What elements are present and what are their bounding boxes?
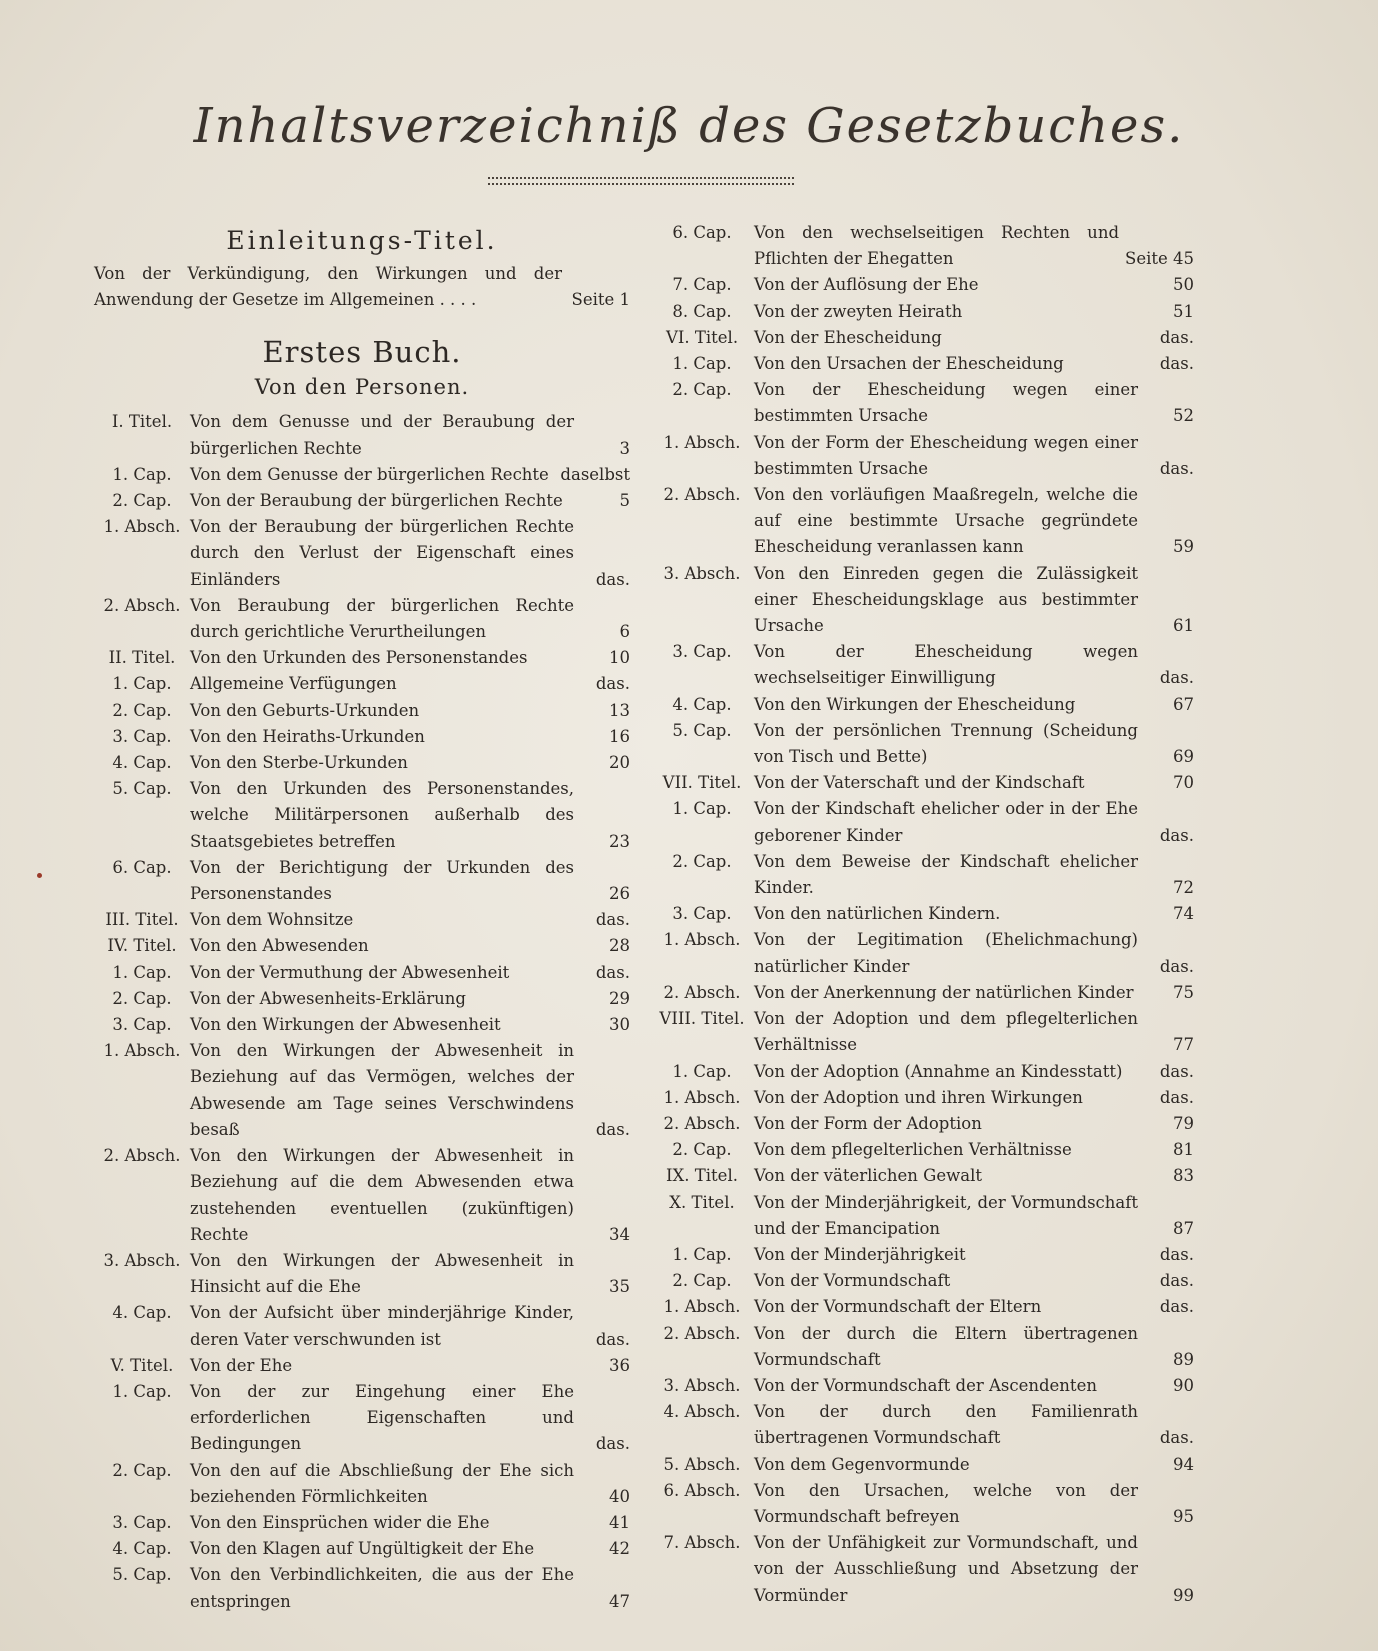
toc-entry-label: 1. Absch. [103,1041,181,1061]
toc-entry-label: 2. Cap. [112,988,172,1008]
toc-entry-text: Von der Vermuthung der Abwesenheit [190,962,510,982]
toc-entry-text: Von den Wirkungen der Ehescheidung [754,694,1076,714]
intro-entry [94,261,630,313]
toc-entry [650,1006,1194,1058]
toc-entry-label: 1. Absch. [663,1297,741,1317]
toc-entry-text: Von den Einsprüchen wider die Ehe [190,1512,490,1532]
toc-entry [650,849,1194,901]
toc-entry-text: Von der väterlichen Gewalt [754,1166,982,1186]
toc-entry-text: Von der Ehescheidung wegen wechselseitiger Einwilligung [754,642,1138,688]
toc-entry-page: das. [1159,1297,1194,1317]
toc-entry-page: 41 [609,1512,630,1532]
toc-entry [94,593,630,645]
toc-list-left [94,409,630,1614]
toc-entry-text: Von der Auflösung der Ehe [754,275,979,295]
toc-entry-page: das. [1159,1428,1194,1448]
toc-entry [650,718,1194,770]
toc-entry-page: das. [1159,327,1194,347]
toc-entry-label: 2. Absch. [663,485,741,505]
toc-entry [650,770,1194,796]
toc-entry-page: das. [595,569,630,589]
toc-entry-label: 3. Absch. [663,1375,741,1395]
toc-entry-text: Von der Vaterschaft und der Kindschaft [754,773,1085,793]
toc-entry-text: Von der zweyten Heirath [754,301,963,321]
toc-entry-label: 2. Cap. [672,380,732,400]
toc-entry-label: 1. Absch. [663,1087,741,1107]
toc-entry-text: Von den Wirkungen der Abwesenheit in Beziehung auf das Vermögen, welches der Abwesende am Tage seines Verschwindens besaß [190,1041,574,1139]
toc-entry-page: 29 [609,988,630,1008]
toc-entry [94,750,630,776]
toc-entry-page: 6 [619,622,630,642]
toc-entry-text: Von den Wirkungen der Abwesenheit in Beziehung auf die dem Abwesenden etwa zustehenden eventuellen (zukünftigen) Rechte [190,1146,574,1244]
toc-entry-text: Von den Ursachen der Ehescheidung [754,354,1064,374]
toc-entry-page: 81 [1173,1140,1194,1160]
toc-entry-page: daselbst [560,464,630,484]
toc-entry-label: 4. Cap. [112,1539,172,1559]
toc-entry [94,1038,630,1143]
toc-entry-label: II. Titel. [108,648,176,668]
toc-entry-label: 1. Cap. [672,1244,732,1264]
toc-entry-label: 3. Cap. [112,1015,172,1035]
toc-entry-page: 23 [609,831,630,851]
toc-entry-label: 2. Absch. [663,1113,741,1133]
toc-entry-page: 67 [1173,694,1194,714]
toc-entry-text: Von der Unfähigkeit zur Vormundschaft, und von der Ausschließung und Absetzung der Vormünder [754,1533,1138,1605]
toc-entry [94,1248,630,1300]
toc-entry-page: das. [1159,668,1194,688]
toc-entry-text: Von dem Genusse und der Beraubung der bürgerlichen Rechte [190,412,574,458]
toc-entry [650,796,1194,848]
toc-entry-page: das. [1159,1087,1194,1107]
toc-entry-label: IV. Titel. [107,936,177,956]
toc-entry-label: 5. Cap. [112,779,172,799]
toc-entry [650,1190,1194,1242]
toc-entry-text: Von der Anerkennung der natürlichen Kinder [754,982,1134,1002]
toc-entry-page: 95 [1173,1506,1194,1526]
toc-entry-text: Von den Heiraths-Urkunden [190,726,425,746]
toc-entry-text: Von den Verbindlichkeiten, die aus der Ehe entspringen [190,1565,574,1611]
toc-entry-page: 94 [1173,1454,1194,1474]
toc-entry-text: Von den Abwesenden [190,936,369,956]
toc-entry-label: 4. Absch. [663,1402,741,1422]
toc-entry-text: Von der Adoption und dem pflegelterlichen Verhältnisse [754,1009,1138,1055]
toc-entry [650,1111,1194,1137]
toc-entry [94,1536,630,1562]
toc-entry-page: 10 [609,648,630,668]
toc-entry [650,220,1194,272]
toc-entry-label: 6. Absch. [663,1480,741,1500]
toc-entry [650,272,1194,298]
toc-entry-text: Von der Adoption (Annahme an Kindesstatt) [754,1061,1123,1081]
toc-entry [650,1452,1194,1478]
toc-entry [94,986,630,1012]
toc-entry-label: 4. Cap. [112,753,172,773]
toc-entry-page: das. [595,962,630,982]
toc-entry-text: Von dem Genusse der bürgerlichen Rechte [190,464,549,484]
toc-entry [94,671,630,697]
toc-entry [650,561,1194,640]
toc-entry-text: Von der Vormundschaft [754,1271,951,1291]
toc-entry-label: 1. Absch. [663,432,741,452]
toc-entry-text: Von der durch die Eltern übertragenen Vormundschaft [754,1323,1138,1369]
toc-entry [94,698,630,724]
toc-entry-page: das. [595,674,630,694]
toc-entry-text: Von der Vormundschaft der Ascendenten [754,1375,1097,1395]
toc-entry-label: 2. Absch. [103,595,181,615]
toc-entry-text: Von der Minderjährigkeit, der Vormundschaft und der Emancipation [754,1192,1138,1238]
toc-entry-page: 13 [609,700,630,720]
toc-entry-text: Von Beraubung der bürgerlichen Rechte durch gerichtliche Verurtheilungen [190,595,574,642]
toc-entry [650,351,1194,377]
toc-entry-label: 5. Absch. [663,1454,741,1474]
toc-entry-page: das. [595,1434,630,1454]
toc-entry-text: Von der Beraubung der bürgerlichen Rechte [190,491,563,511]
toc-entry-page: das. [1159,1061,1194,1081]
toc-entry-label: 2. Cap. [672,1271,732,1291]
toc-entry-label: 1. Cap. [112,674,172,694]
toc-entry-text: Von der Beraubung der bürgerlichen Rechte durch den Verlust der Eigenschaft eines Einländers [190,517,574,589]
toc-entry [650,325,1194,351]
toc-entry-page: das. [1159,1271,1194,1291]
toc-entry [650,1163,1194,1189]
toc-entry [94,1562,630,1614]
book-subheading: Von den Personen. [254,375,470,400]
toc-entry-text: Von den Geburts-Urkunden [190,700,420,720]
toc-entry-label: 1. Cap. [112,962,172,982]
toc-entry-label: 6. Cap. [672,223,732,242]
toc-entry [650,980,1194,1006]
toc-entry [94,514,630,593]
toc-entry [94,907,630,933]
toc-entry [650,1242,1194,1268]
toc-entry-page: 52 [1173,406,1194,426]
toc-entry-text: Von den Wirkungen der Abwesenheit in Hinsicht auf die Ehe [190,1250,574,1297]
toc-entry-label: 7. Absch. [663,1533,741,1553]
toc-entry-text: Von der Kindschaft ehelicher oder in der Ehe geborener Kinder [754,799,1138,845]
toc-entry-label: 2. Absch. [103,1146,181,1166]
toc-entry-text: Von den auf die Abschließung der Ehe sich beziehenden Förmlichkeiten [190,1460,574,1506]
toc-entry [650,1530,1194,1609]
toc-entry [650,1294,1194,1320]
toc-entry-label: 2. Absch. [663,1323,741,1343]
toc-entry [94,933,630,959]
toc-entry [94,855,630,907]
toc-entry-label: 3. Cap. [672,904,732,924]
intro-heading: Einleitungs-Titel. [226,226,498,255]
toc-entry-page: 69 [1173,747,1194,767]
toc-entry-text: Von dem pflegelterlichen Verhältnisse [754,1140,1072,1160]
toc-entry-text: Von den Urkunden des Personenstandes, welche Militärpersonen außerhalb des Staatsgebietes betreffen [190,779,574,851]
toc-entry [650,1085,1194,1111]
toc-entry-page: 74 [1173,904,1194,924]
toc-entry [94,488,630,514]
toc-entry-label: I. Titel. [111,412,173,432]
toc-entry-label: 7. Cap. [672,275,732,295]
decorative-divider [488,177,794,185]
toc-list-right [650,220,1194,1609]
toc-entry-text: Von den Wirkungen der Abwesenheit [190,1015,501,1035]
toc-entry-label: 4. Cap. [112,1303,172,1323]
toc-entry-page: 40 [609,1486,630,1506]
toc-entry-text: Von den Einreden gegen die Zulässigkeit einer Ehescheidungsklage aus bestimmter Ursache [754,563,1138,636]
toc-entry [650,901,1194,927]
toc-entry-label: 1. Cap. [672,354,732,374]
toc-entry-page: 99 [1173,1585,1194,1605]
toc-entry-label: 8. Cap. [672,301,732,321]
toc-entry-label: 3. Cap. [112,726,172,746]
toc-entry-text: Von der Abwesenheits-Erklärung [190,988,466,1008]
toc-entry-page: das. [1159,458,1194,478]
toc-entry-label: 1. Absch. [103,517,181,537]
toc-entry-label: 2. Cap. [112,1460,172,1480]
toc-entry-text: Von der Ehescheidung [754,327,942,347]
toc-entry-label: 1. Cap. [112,1381,172,1401]
toc-entry-label: 6. Cap. [112,857,172,877]
toc-entry-page: 59 [1173,537,1194,557]
ink-spot [37,873,42,878]
toc-entry [650,1478,1194,1530]
toc-entry-label: VI. Titel. [665,327,739,347]
toc-entry-page: 50 [1173,275,1194,295]
book-heading: Erstes Buch. [262,335,462,370]
toc-entry-page: 75 [1173,982,1194,1002]
toc-entry-label: 1. Cap. [672,1061,732,1081]
toc-entry-text: Von der Berichtigung der Urkunden des Personenstandes [190,857,574,904]
toc-entry-label: VIII. Titel. [659,1009,745,1029]
toc-entry-text: Von dem Wohnsitze [190,910,354,930]
toc-entry-page: 28 [609,936,630,956]
toc-entry-page: 77 [1173,1035,1194,1055]
toc-entry-label: 3. Cap. [112,1512,172,1532]
intro-page: Seite 1 [571,290,630,310]
toc-entry-text: Von der Vormundschaft der Eltern [754,1297,1042,1317]
toc-entry-page: das. [595,1329,630,1349]
toc-entry-text: Von der Form der Adoption [754,1113,982,1133]
toc-entry [94,462,630,488]
toc-entry-page: 20 [609,753,630,773]
toc-entry-page: 70 [1173,773,1194,793]
toc-entry-page: 47 [609,1591,630,1611]
toc-entry-label: 2. Cap. [112,700,172,720]
toc-entry-label: 1. Cap. [672,799,732,819]
toc-entry-text: Von der Ehescheidung wegen einer bestimmten Ursache [754,380,1138,426]
toc-entry [650,1321,1194,1373]
toc-entry-page: 5 [619,491,630,511]
toc-column-left [94,220,630,1615]
toc-entry-text: Von der Aufsicht über minderjährige Kinder, deren Vater verschwunden ist [190,1303,574,1349]
toc-entry [94,1353,630,1379]
toc-entry-label: V. Titel. [110,1355,174,1375]
toc-entry [94,1510,630,1536]
toc-entry-label: VII. Titel. [662,773,742,793]
toc-entry-label: 2. Cap. [112,491,172,511]
toc-entry-text: Von der durch den Familienrath übertragenen Vormundschaft [754,1402,1138,1448]
toc-entry-label: 5. Cap. [672,720,732,740]
toc-entry-page: Seite 45 [1125,249,1194,269]
toc-entry-page: 90 [1173,1375,1194,1395]
toc-entry [650,927,1194,979]
toc-entry [94,1143,630,1248]
toc-entry-text: Von den Urkunden des Personenstandes [190,648,528,668]
intro-text: Von der Verkündigung, den Wirkungen und der Anwendung der Gesetze im Allgemeinen . . . . [94,264,562,310]
toc-entry-text: Von den Sterbe-Urkunden [190,753,408,773]
toc-entry [650,1399,1194,1451]
toc-column-right [650,220,1194,1609]
toc-entry-page: das. [1159,825,1194,845]
toc-entry-page: 42 [609,1539,630,1559]
toc-entry-text: Von den natürlichen Kindern. [754,904,1001,924]
toc-entry-label: 1. Absch. [663,930,741,950]
toc-entry-page: 36 [609,1355,630,1375]
toc-entry [650,299,1194,325]
toc-entry-page: das. [595,1119,630,1139]
toc-entry [650,430,1194,482]
toc-entry [650,639,1194,691]
toc-entry [94,409,630,461]
toc-entry-page: 34 [609,1224,630,1244]
toc-entry-text: Von der Minderjährigkeit [754,1244,966,1264]
toc-entry [94,645,630,671]
toc-entry-page: 87 [1173,1218,1194,1238]
toc-entry-label: 3. Absch. [663,563,741,583]
toc-entry [94,1379,630,1458]
toc-entry-text: Von den Ursachen, welche von der Vormundschaft befreyen [754,1480,1138,1526]
toc-entry [94,1458,630,1510]
toc-entry-page: 83 [1173,1166,1194,1186]
toc-entry [650,482,1194,561]
toc-entry [94,1012,630,1038]
toc-entry-label: IX. Titel. [666,1166,738,1186]
toc-entry [650,1059,1194,1085]
toc-entry-page: das. [595,910,630,930]
toc-entry-text: Von dem Beweise der Kindschaft ehelicher Kinder. [754,851,1138,898]
toc-entry-page: 61 [1173,616,1194,636]
toc-entry-text: Von der Ehe [190,1355,293,1375]
toc-entry-page: das. [1159,956,1194,976]
toc-entry-label: 1. Cap. [112,464,172,484]
toc-entry-label: 5. Cap. [112,1565,172,1585]
toc-entry-page: 26 [609,884,630,904]
toc-entry-label: 3. Cap. [672,642,732,662]
toc-entry-label: 4. Cap. [672,694,732,714]
toc-entry [650,1137,1194,1163]
toc-entry-label: 3. Absch. [103,1250,181,1270]
toc-entry-page: 79 [1173,1113,1194,1133]
toc-entry [94,724,630,750]
toc-entry-text: Von dem Gegenvormunde [754,1454,970,1474]
toc-entry-text: Von der zur Eingehung einer Ehe erforderlichen Eigenschaften und Bedingungen [190,1381,574,1454]
toc-entry [94,960,630,986]
toc-entry-page: 16 [609,726,630,746]
toc-entry [94,1300,630,1352]
toc-entry-text: Von der Legitimation (Ehelichmachung) natürlicher Kinder [754,930,1138,976]
toc-entry-label: 2. Cap. [672,851,732,871]
toc-entry-text: Von den wechselseitigen Rechten und Pflichten der Ehegatten [754,223,1120,269]
toc-entry-page: das. [1159,1244,1194,1264]
toc-entry-label: 2. Absch. [663,982,741,1002]
toc-entry-text: Von der Adoption und ihren Wirkungen [754,1087,1083,1107]
toc-entry-label: III. Titel. [105,910,179,930]
toc-entry [650,1268,1194,1294]
toc-entry-page: 35 [609,1277,630,1297]
toc-entry-label: 2. Cap. [672,1140,732,1160]
page-title: Inhaltsverzeichniß des Gesetzbuches. [193,98,1185,154]
toc-entry-page: 51 [1173,301,1194,321]
toc-entry [650,377,1194,429]
toc-entry [650,692,1194,718]
toc-entry [650,1373,1194,1399]
toc-entry-page: 30 [609,1015,630,1035]
toc-entry-text: Von der persönlichen Trennung (Scheidung von Tisch und Bette) [754,720,1138,767]
toc-entry-page: 72 [1173,878,1194,898]
toc-entry-text: Von der Form der Ehescheidung wegen einer bestimmten Ursache [754,432,1138,478]
toc-entry-label: X. Titel. [669,1192,735,1212]
toc-entry-page: 3 [619,438,630,458]
toc-entry-page: 89 [1173,1349,1194,1369]
toc-entry [94,776,630,855]
toc-entry-text: Von den Klagen auf Ungültigkeit der Ehe [190,1539,535,1559]
toc-entry-text: Von den vorläufigen Maaßregeln, welche die auf eine bestimmte Ursache gegründete Ehescheidung veranlassen kann [754,485,1138,557]
toc-entry-page: das. [1159,354,1194,374]
toc-entry-text: Allgemeine Verfügungen [190,674,397,694]
